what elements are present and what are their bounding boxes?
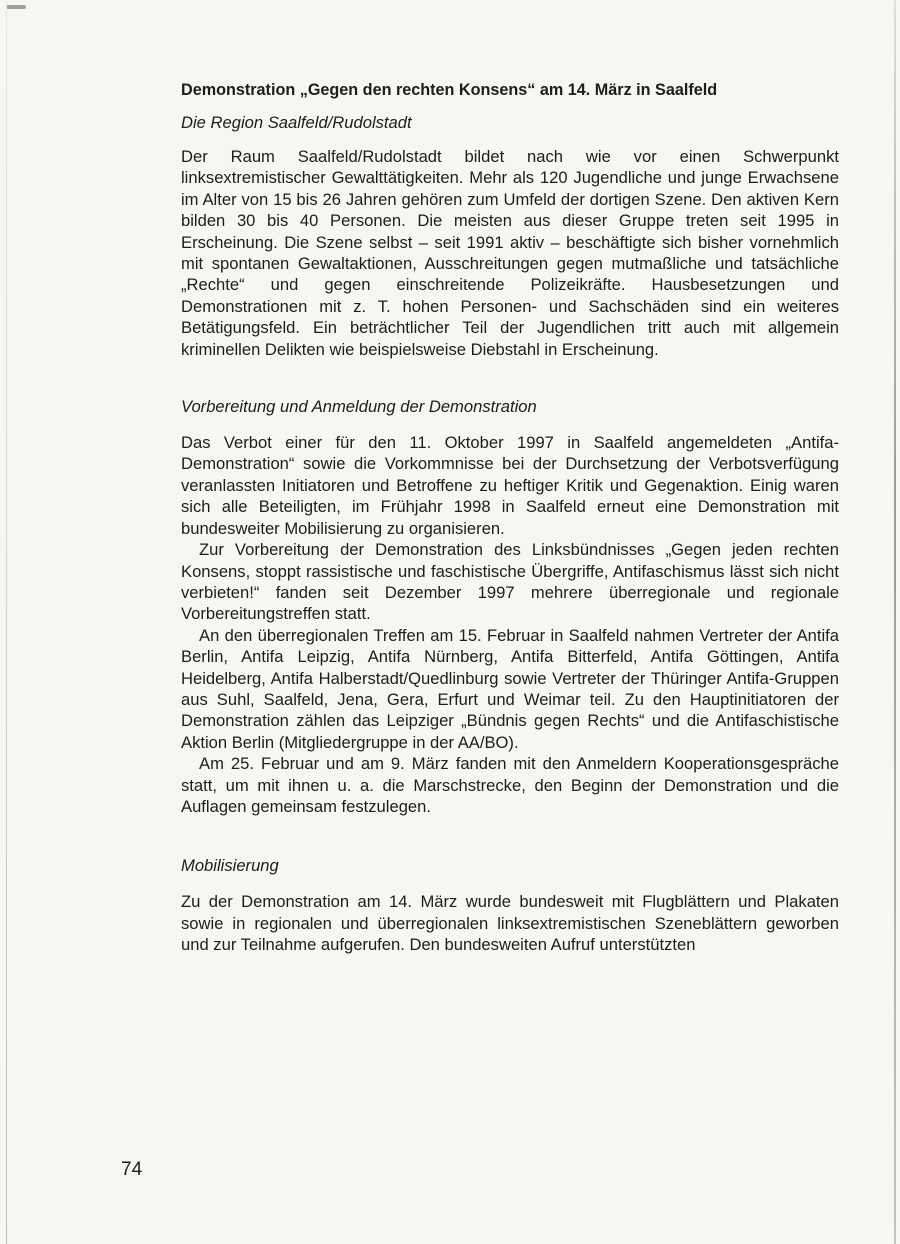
paragraph-preparation-3: An den überregionalen Treffen am 15. Februar in Saalfeld nahmen Vertreter der Antifa Berlin, Antifa Leipzig, Antifa Nürnberg, Antifa Bitterfeld, Antifa Göttingen, Antifa Heidelberg, Antifa Halberstadt/Quedlinburg sowie Vertreter der Thüringer Antifa-Gruppen aus Suhl, Saalfeld, Jena, Gera, Erfurt und Weimar teil. Zu den Hauptinitiatoren der Demonstration zählen das Leipziger „Bündnis gegen Rechts“ und die Antifaschistische Aktion Berlin (Mitgliedergruppe in der AA/BO). [181,625,839,752]
paragraph-region-1: Der Raum Saalfeld/Rudolstadt bildet nach wie vor einen Schwerpunkt linksextremistischer Gewalttätigkeiten. Mehr als 120 Jugendliche und junge Erwachsene im Alter von 15 bis 26 Jahren gehören zum Umfeld der dortigen Szene. Den aktiven Kern bilden 30 bis 40 Personen. Die meisten aus dieser Gruppe treten seit 1995 in Erscheinung. Die Szene selbst – seit 1991 aktiv – beschäftigte sich bisher vornehmlich mit spontanen Gewaltaktionen, Ausschreitungen gegen mutmaßliche und tatsächliche „Rechte“ und gegen einschreitende Polizeikräfte. Hausbesetzungen und Demonstrationen mit z. T. hohen Personen- und Sachschäden sind ein weiteres Betätigungsfeld. Ein beträchtlicher Teil der Jugendlichen tritt auch mit allgemein kriminellen Delikten wie beispielsweise Diebstahl in Erscheinung. [181,147,839,359]
scan-artifact [6,5,26,9]
page-content [181,80,839,956]
section-heading-preparation: Vorbereitung und Anmeldung der Demonstration [181,397,537,417]
section-heading-mobilisation: Mobilisierung [181,856,279,876]
paragraph-preparation-2: Zur Vorbereitung der Demonstration des Linksbündnisses „Gegen jeden rechten Konsens, stoppt rassistische und faschistische Übergriffe, Antifaschismus lässt sich nicht verbieten!“ fanden seit Dezember 1997 mehrere überregionale und regionale Vorbereitungstreffen statt. [181,540,839,624]
paragraph-preparation-4: Am 25. Februar und am 9. März fanden mit den Anmeldern Kooperationsgespräche statt, um mit ihnen u. a. die Marschstrecke, den Beginn der Demonstration und die Auflagen gemeinsam festzulegen. [181,754,839,816]
page-edge-left [6,0,7,1244]
page-title: Demonstration „Gegen den rechten Konsens“ am 14. März in Saalfeld [181,81,718,99]
paragraph-mobilisation-1: Zu der Demonstration am 14. März wurde bundesweit mit Flugblättern und Plakaten sowie in regionalen und überregionalen linksextremistischen Szeneblättern geworben und zur Teilnahme aufgerufen. Den bundesweiten Aufruf unterstützten [181,892,839,955]
section-heading-region: Die Region Saalfeld/Rudolstadt [181,113,412,132]
page-edge-right [894,0,896,1244]
paragraph-preparation-1: Das Verbot einer für den 11. Oktober 1997 in Saalfeld angemeldeten „Antifa-Demonstration“ sowie die Vorkommnisse bei der Durchsetzung der Verbotsverfügung veranlassten Initiatoren und Betroffene zu heftiger Kritik und Gegenaktion. Einig waren sich alle Beteiligten, im Frühjahr 1998 in Saalfeld erneut eine Demonstration mit bundesweiter Mobilisierung zu organisieren. [181,433,839,538]
page-number: 74 [121,1159,143,1180]
